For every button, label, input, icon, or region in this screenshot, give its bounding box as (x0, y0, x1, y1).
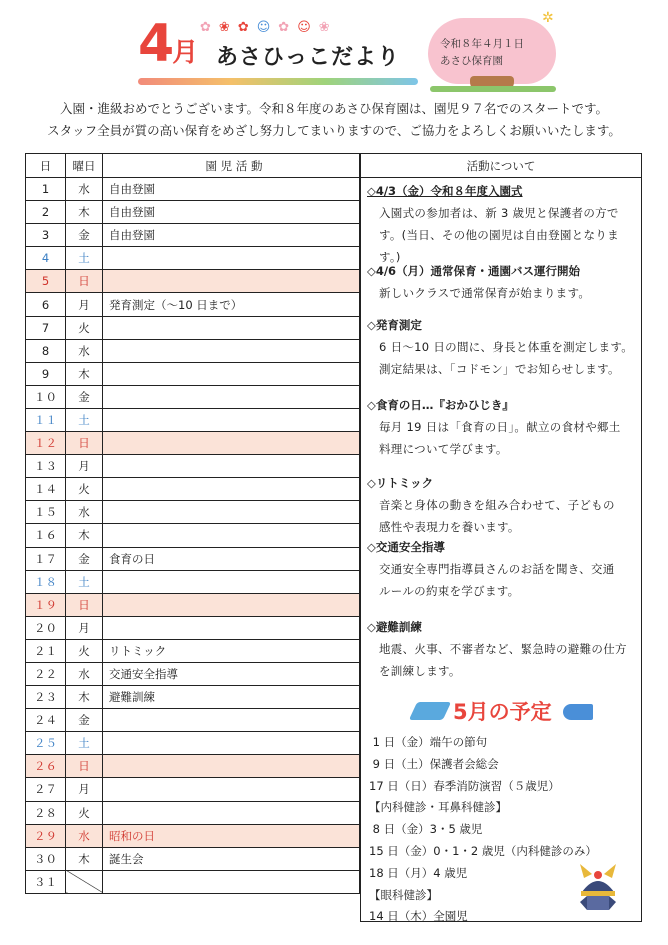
weekday-cell: 木 (66, 686, 103, 709)
weekday-cell: 月 (66, 616, 103, 639)
weekday-cell: 水 (66, 662, 103, 685)
intro-line: 入園・進級おめでとうございます。令和８年度のあさひ保育園は、園児９７名でのスタートです。 (59, 101, 608, 116)
activity-note (367, 394, 639, 460)
weekday-cell: 金 (66, 547, 103, 570)
weekday-cell: 水 (66, 824, 103, 847)
issue-info (440, 36, 524, 70)
activity-cell (103, 339, 360, 362)
newsletter-header (0, 0, 668, 96)
day-cell: ２１ (26, 639, 66, 662)
day-cell: ２３ (26, 686, 66, 709)
table-row (26, 732, 360, 755)
note-body: す。(当日、その他の園児は自由登園となります。) (379, 228, 619, 264)
activity-cell: 自由登園 (103, 201, 360, 224)
activity-cell (103, 801, 360, 824)
may-schedule-list (369, 732, 597, 928)
butterfly-icon: ✲ (542, 10, 554, 26)
activity-cell (103, 755, 360, 778)
decoration-row (200, 20, 338, 35)
activity-cell (103, 870, 360, 893)
activity-note (367, 180, 639, 268)
may-schedule-item: 【眼科健診】 (369, 887, 438, 902)
may-schedule-item: 1 日（金）端午の節句 (369, 735, 488, 749)
weekday-cell: 月 (66, 778, 103, 801)
may-schedule-item: 15 日（金）0・1・2 歳児（内科健診のみ） (369, 843, 597, 858)
activity-cell (103, 709, 360, 732)
weekday-cell: 土 (66, 732, 103, 755)
table-row (26, 224, 360, 247)
flower-icon: ✿ (200, 20, 219, 35)
table-header-row (26, 154, 360, 178)
day-cell: １１ (26, 408, 66, 431)
note-heading: ◇交通安全指導 (367, 540, 445, 554)
day-cell: ２９ (26, 824, 66, 847)
day-cell: ２６ (26, 755, 66, 778)
note-body: を訓練します。 (379, 664, 461, 678)
table-row (26, 639, 360, 662)
weekday-cell: 木 (66, 201, 103, 224)
day-cell: 8 (26, 339, 66, 362)
activity-cell: 発育測定（～10 日まで） (103, 293, 360, 316)
activity-cell (103, 570, 360, 593)
flower-icon: ✿ (278, 20, 298, 35)
issue-date: 令和８年４月１日 (440, 38, 524, 50)
day-cell: 5 (26, 270, 66, 293)
may-schedule-item: 18 日（月）4 歳児 (369, 865, 468, 880)
table-row (26, 824, 360, 847)
may-schedule-item: 【内科健診・耳鼻科健診】 (369, 800, 507, 815)
table-row (26, 362, 360, 385)
weekday-cell: 日 (66, 270, 103, 293)
weekday-cell: 水 (66, 178, 103, 201)
note-heading: ◇4/6（月）通常保育・通園バス運行開始 (367, 264, 581, 278)
day-cell: １２ (26, 432, 66, 455)
kabuto-icon (578, 862, 618, 914)
activity-cell: リトミック (103, 639, 360, 662)
day-cell: 4 (26, 247, 66, 270)
weekday-cell: 火 (66, 316, 103, 339)
table-row (26, 293, 360, 316)
may-schedule-item: 17 日（日）春季消防演習（５歳児） (369, 778, 560, 793)
day-cell: 9 (26, 362, 66, 385)
calendar-table (25, 153, 360, 894)
table-row (26, 870, 360, 893)
child-icon: ☺ (297, 20, 319, 35)
note-heading: ◇食育の日…『おかひじき』 (367, 398, 514, 412)
weekday-cell: 金 (66, 709, 103, 732)
activity-cell (103, 385, 360, 408)
tulip-icon: ❀ (218, 20, 238, 35)
table-row (26, 570, 360, 593)
day-cell: ３０ (26, 847, 66, 870)
note-body: 音楽と身体の動きを組み合わせて、子どもの (379, 498, 615, 512)
table-row (26, 616, 360, 639)
table-row (26, 247, 360, 270)
activity-cell (103, 316, 360, 339)
activity-cell (103, 478, 360, 501)
weekday-cell: 木 (66, 524, 103, 547)
weekday-cell: 月 (66, 293, 103, 316)
table-row (26, 316, 360, 339)
day-cell: ２４ (26, 709, 66, 732)
activity-cell (103, 778, 360, 801)
weekday-cell: 火 (66, 639, 103, 662)
activity-notes-panel (360, 153, 642, 922)
intro-message (0, 98, 668, 142)
activity-cell: 交通安全指導 (103, 662, 360, 685)
weekday-cell: 土 (66, 247, 103, 270)
day-cell: 7 (26, 316, 66, 339)
activity-cell (103, 593, 360, 616)
activity-cell (103, 247, 360, 270)
weekday-cell: 木 (66, 847, 103, 870)
note-body: 毎月 19 日は「食育の日」。献立の食材や郷土 (379, 420, 621, 434)
table-row (26, 686, 360, 709)
activity-cell (103, 524, 360, 547)
activity-note (367, 536, 639, 602)
day-cell: ２５ (26, 732, 66, 755)
table-row (26, 270, 360, 293)
weekday-cell: 水 (66, 339, 103, 362)
weekday-cell: 土 (66, 408, 103, 431)
activity-cell (103, 732, 360, 755)
note-body: 料理について学びます。 (379, 442, 508, 456)
activity-cell (103, 432, 360, 455)
day-cell: ２７ (26, 778, 66, 801)
activity-note (367, 314, 639, 380)
table-row (26, 408, 360, 431)
day-cell: １７ (26, 547, 66, 570)
day-cell: ２８ (26, 801, 66, 824)
table-row (26, 709, 360, 732)
activity-cell: 食育の日 (103, 547, 360, 570)
may-title: 5月の予定 (453, 700, 552, 724)
activity-note (367, 616, 639, 682)
intro-line: スタッフ全員が質の高い保育をめざし努力してまいりますので、ご協力をよろしくお願いいたします。 (47, 123, 621, 138)
activity-cell (103, 616, 360, 639)
day-cell: ２２ (26, 662, 66, 685)
koinobori-icon (563, 704, 593, 720)
activity-cell (103, 362, 360, 385)
weekday-cell: 日 (66, 593, 103, 616)
note-body: 地震、火事、不審者など、緊急時の避難の仕方 (379, 642, 627, 656)
calendar-body (26, 178, 360, 894)
may-schedule-item: 14 日（木）全園児 (369, 909, 468, 924)
note-heading: ◇避難訓練 (367, 620, 422, 634)
activity-cell: 避難訓練 (103, 686, 360, 709)
day-cell: 3 (26, 224, 66, 247)
airplane-icon (409, 702, 451, 720)
column-header-day: 日 (26, 154, 66, 178)
note-heading: ◇リトミック (367, 476, 434, 490)
activity-cell: 自由登園 (103, 178, 360, 201)
day-cell: １８ (26, 570, 66, 593)
publisher-name: あさひ保育園 (440, 55, 503, 67)
day-cell: 2 (26, 201, 66, 224)
day-cell: ３１ (26, 870, 66, 893)
table-row (26, 524, 360, 547)
weekday-cell: 月 (66, 455, 103, 478)
weekday-cell: 木 (66, 362, 103, 385)
table-row (26, 385, 360, 408)
weekday-cell: 火 (66, 801, 103, 824)
table-row (26, 755, 360, 778)
child-icon: ☺ (256, 20, 279, 35)
may-schedule-item: 9 日（土）保護者会総会 (369, 756, 499, 771)
note-body: ルールの約束を学びます。 (379, 584, 520, 598)
note-body: 6 日～10 日の間に、身長と体重を測定します。 (379, 340, 634, 354)
weekday-cell: 水 (66, 501, 103, 524)
note-heading: ◇発育測定 (367, 318, 422, 332)
may-schedule-item: 8 日（金）3・5 歳児 (369, 822, 483, 837)
table-row (26, 501, 360, 524)
newsletter-title: あさひっこだより (216, 45, 401, 70)
table-row (26, 339, 360, 362)
table-row (26, 801, 360, 824)
table-row (26, 178, 360, 201)
activity-cell: 誕生会 (103, 847, 360, 870)
table-row (26, 478, 360, 501)
weekday-cell: 火 (66, 478, 103, 501)
may-banner (413, 692, 603, 732)
weekday-cell: 金 (66, 224, 103, 247)
note-body: 感性や表現力を養います。 (379, 520, 520, 534)
activity-note (367, 472, 639, 538)
table-row (26, 847, 360, 870)
tulip-icon: ❀ (318, 20, 338, 35)
column-header-weekday: 曜日 (66, 154, 103, 178)
day-cell: 1 (26, 178, 66, 201)
activity-cell: 自由登園 (103, 224, 360, 247)
column-header-about: 活動について (361, 154, 641, 178)
grass (430, 86, 556, 92)
flower-icon: ✿ (237, 20, 257, 35)
day-cell: １９ (26, 593, 66, 616)
activity-note (367, 260, 639, 304)
month-number: 4月 (138, 14, 197, 74)
table-row (26, 662, 360, 685)
table-row (26, 455, 360, 478)
note-body: 交通安全専門指導員さんのお話を聞き、交通 (379, 562, 615, 576)
day-cell: １４ (26, 478, 66, 501)
note-body: 測定結果は、「コドモン」でお知らせします。 (379, 362, 620, 376)
note-heading: ◇4/3（金）令和８年度入園式 (367, 184, 523, 198)
day-cell: １６ (26, 524, 66, 547)
note-body: 新しいクラスで通常保育が始まります。 (379, 286, 591, 300)
day-cell: 6 (26, 293, 66, 316)
activity-cell (103, 455, 360, 478)
weekday-cell: 日 (66, 432, 103, 455)
day-cell: ２０ (26, 616, 66, 639)
weekday-cell (66, 870, 103, 893)
weekday-cell: 土 (66, 570, 103, 593)
table-row (26, 778, 360, 801)
day-cell: １０ (26, 385, 66, 408)
day-cell: １３ (26, 455, 66, 478)
activity-cell (103, 501, 360, 524)
activity-cell (103, 270, 360, 293)
table-row (26, 432, 360, 455)
table-row (26, 593, 360, 616)
weekday-cell: 日 (66, 755, 103, 778)
table-row (26, 547, 360, 570)
title-underline (138, 78, 418, 85)
activity-cell: 昭和の日 (103, 824, 360, 847)
day-cell: １５ (26, 501, 66, 524)
note-body: 入園式の参加者は、新 3 歳児と保護者の方で (379, 206, 619, 220)
table-row (26, 201, 360, 224)
weekday-cell: 金 (66, 385, 103, 408)
column-header-activity: 園 児 活 動 (103, 154, 360, 178)
activity-cell (103, 408, 360, 431)
